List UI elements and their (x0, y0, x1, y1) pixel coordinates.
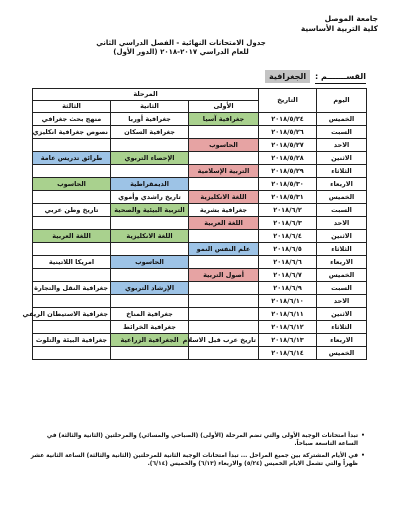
exam-subject-cell: جغرافية النقل والتجارة (33, 282, 111, 295)
day-cell: الاحد (317, 139, 367, 152)
date-cell: ٢٠١٨/٦/٢ (259, 204, 317, 217)
exam-subject-cell: الحاسوب (111, 256, 189, 269)
table-row (33, 321, 367, 334)
exam-subject-cell (33, 269, 111, 282)
header-stage: المرحلة (33, 89, 259, 101)
table-row (33, 152, 367, 165)
date-cell: ٢٠١٨/٥/٢٤ (259, 113, 317, 126)
date-cell: ٢٠١٨/٦/٣ (259, 217, 317, 230)
exam-subject-cell: نصوص جغرافية انكليزي (33, 126, 111, 139)
exam-subject-cell: جغرافية المناخ (111, 308, 189, 321)
day-cell: الاحد (317, 217, 367, 230)
exam-subject-cell (111, 269, 189, 282)
day-cell: الثلاثاء (317, 165, 367, 178)
university-name: جامعة الموصل (324, 14, 378, 23)
day-cell: السبت (317, 126, 367, 139)
header-day: اليوم (317, 89, 367, 113)
department-line (198, 70, 366, 83)
day-cell: الخميس (317, 269, 367, 282)
exam-subject-cell: الإحصاء التربوي (111, 152, 189, 165)
exam-subject-cell: جغرافية بشرية (189, 204, 259, 217)
exam-subject-cell (189, 347, 259, 360)
exam-subject-cell: اللغة العربية (189, 217, 259, 230)
exam-subject-cell (189, 178, 259, 191)
title-line-1: جدول الامتحانات النهائية - الفصل الدراسي الثاني (96, 39, 266, 47)
exam-subject-cell: طرائق تدريس عامة (33, 152, 111, 165)
table-row (33, 295, 367, 308)
exam-subject-cell (189, 152, 259, 165)
day-cell: الثلاثاء (317, 321, 367, 334)
bullet-icon: • (361, 433, 365, 439)
exam-subject-cell: الديمقراطية (111, 178, 189, 191)
exam-subject-cell (33, 139, 111, 152)
exam-subject-cell: اللغة العربية (33, 230, 111, 243)
exam-subject-cell (111, 139, 189, 152)
exam-subject-cell: اللغة الانكليزية (189, 191, 259, 204)
exam-subject-cell: علم النفس النمو (189, 243, 259, 256)
exam-subject-cell (33, 217, 111, 230)
date-cell: ٢٠١٨/٥/٣١ (259, 191, 317, 204)
table-row (33, 191, 367, 204)
exam-subject-cell: تاريخ وطن عربي (33, 204, 111, 217)
date-cell: ٢٠١٨/٦/١٣ (259, 334, 317, 347)
date-cell: ٢٠١٨/٦/٦ (259, 256, 317, 269)
exam-subject-cell (189, 256, 259, 269)
date-cell: ٢٠١٨/٥/٢٦ (259, 126, 317, 139)
table-row (33, 126, 367, 139)
exam-subject-cell (33, 321, 111, 334)
exam-subject-cell: امريكا اللاتينية (33, 256, 111, 269)
date-cell: ٢٠١٨/٦/٤ (259, 230, 317, 243)
day-cell: الاثنين (317, 152, 367, 165)
exam-subject-cell: جغرافية السكان (111, 126, 189, 139)
exam-subject-cell (189, 282, 259, 295)
table-row (33, 113, 367, 126)
exam-subject-cell (33, 243, 111, 256)
day-cell: الاربعاء (317, 178, 367, 191)
exam-subject-cell (33, 295, 111, 308)
exam-subject-cell (189, 308, 259, 321)
day-cell: الاثنين (317, 230, 367, 243)
exam-subject-cell: اللغة الانكليزية (111, 230, 189, 243)
note-item (30, 432, 368, 448)
day-cell: الخميس (317, 347, 367, 360)
date-cell: ٢٠١٨/٦/١٢ (259, 321, 317, 334)
schedule-body (22, 113, 367, 360)
day-cell: الاحد (317, 295, 367, 308)
exam-subject-cell (189, 230, 259, 243)
table-row (33, 282, 367, 295)
table-row (33, 334, 367, 347)
exam-subject-cell: جغرافية الخرائط (111, 321, 189, 334)
title-line-2: للعام الدراسي ٢٠١٧-٢٠١٨ (الدور الأول) (113, 48, 249, 56)
exam-subject-cell: الجغرافية الزراعية (111, 334, 189, 347)
exam-subject-cell (189, 295, 259, 308)
date-cell: ٢٠١٨/٦/١٤ (259, 347, 317, 360)
date-cell: ٢٠١٨/٦/٧ (259, 269, 317, 282)
exam-subject-cell: الحاسوب (33, 178, 111, 191)
exam-subject-cell: جغرافية البيئة والتلوث (33, 334, 111, 347)
exam-subject-cell (111, 347, 189, 360)
table-row (33, 139, 367, 152)
header-first: الأولى (189, 101, 259, 113)
date-cell: ٢٠١٨/٥/٣٠ (259, 178, 317, 191)
day-cell: الاربعاء (317, 256, 367, 269)
exam-subject-cell (33, 347, 111, 360)
exam-schedule-table (22, 88, 367, 360)
exam-subject-cell: الإرشاد التربوي (111, 282, 189, 295)
exam-subject-cell (111, 217, 189, 230)
table-row (33, 243, 367, 256)
date-cell: ٢٠١٨/٦/٥ (259, 243, 317, 256)
exam-subject-cell (111, 295, 189, 308)
department-label: القســـــــم : (315, 70, 366, 84)
date-cell: ٢٠١٨/٦/٩ (259, 282, 317, 295)
day-cell: السبت (317, 282, 367, 295)
exam-subject-cell: جغرافية الاستيطان الريفي (33, 308, 111, 321)
day-cell: الاربعاء (317, 334, 367, 347)
bullet-icon: • (361, 453, 365, 459)
header-date: التاريخ (259, 89, 317, 113)
notes-section (30, 432, 368, 472)
date-cell: ٢٠١٨/٥/٢٩ (259, 165, 317, 178)
department-value: الجغرافية (265, 70, 310, 83)
exam-subject-cell (111, 165, 189, 178)
day-cell: الخميس (317, 113, 367, 126)
note-text: تبدأ امتحانات الوجبة الأولى والتي تضم المرحلة (الأولى) (الصباحي والمسائي) والمرحلتين (الثانية والثالثة) في الساعة التاسعة صباحاً. (46, 433, 358, 447)
exam-subject-cell: التربية الإسلامية (189, 165, 259, 178)
exam-subject-cell: التربية البيئية والصحية (111, 204, 189, 217)
exam-subject-cell (189, 321, 259, 334)
table-row (33, 256, 367, 269)
note-text: في الأيام المشتركة بين جميع المراحل ... تبدأ امتحانات الوجبة الثانية للمرحلتين (الثانية والثالثة) الساعة الثانية عشر ظهراً والتي تشمل الايام الخميس (٥/٢٤) والاربعاء (٦/١٣) والخميس (٦/١٤). (30, 453, 358, 467)
exam-subject-cell: الحاسوب (189, 139, 259, 152)
table-row (33, 230, 367, 243)
exam-subject-cell: أصول التربية (189, 269, 259, 282)
document-title (96, 39, 266, 57)
exam-subject-cell (33, 165, 111, 178)
date-cell: ٢٠١٨/٦/١١ (259, 308, 317, 321)
date-cell: ٢٠١٨/٥/٢٧ (259, 139, 317, 152)
exam-subject-cell (33, 191, 111, 204)
exam-subject-cell: تاريخ عرب قبل الاسلام (189, 334, 259, 347)
table-row (33, 217, 367, 230)
exam-subject-cell: جغرافية أوربا (111, 113, 189, 126)
table-row (33, 165, 367, 178)
header-second: الثانية (111, 101, 189, 113)
exam-subject-cell (111, 243, 189, 256)
table-row (33, 204, 367, 217)
table-row (33, 269, 367, 282)
day-cell: الاثنين (317, 308, 367, 321)
exam-subject-cell (189, 126, 259, 139)
exam-subject-cell: جغرافية آسيا (189, 113, 259, 126)
exam-subject-cell: تاريخ راشدي وأموي (111, 191, 189, 204)
date-cell: ٢٠١٨/٦/١٠ (259, 295, 317, 308)
note-item (30, 452, 368, 468)
table-row (33, 308, 367, 321)
day-cell: السبت (317, 204, 367, 217)
table-row (33, 178, 367, 191)
header-third: الثالثة (33, 101, 111, 113)
date-cell: ٢٠١٨/٥/٢٨ (259, 152, 317, 165)
table-row (33, 347, 367, 360)
college-name: كلية التربية الأساسية (300, 24, 378, 33)
day-cell: الخميس (317, 191, 367, 204)
exam-subject-cell: منهج بحث جغرافي (33, 113, 111, 126)
day-cell: الثلاثاء (317, 243, 367, 256)
